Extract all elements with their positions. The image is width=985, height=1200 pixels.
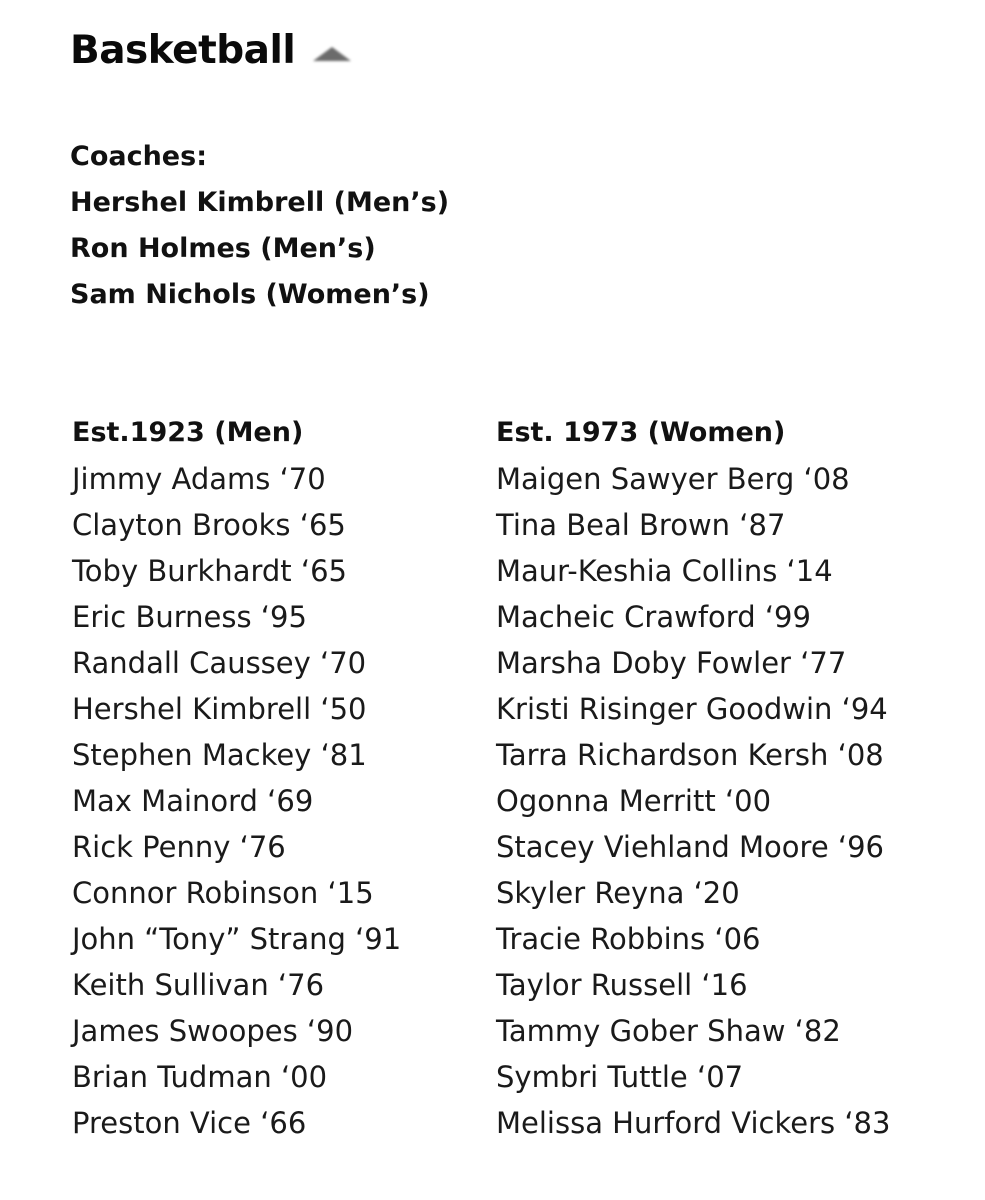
men-column [72,410,401,1146]
list-item: Maur-Keshia Collins ‘14 [496,554,833,588]
coach-name: Hershel Kimbrell (Men’s) [70,187,450,218]
list-item: Tracie Robbins ‘06 [496,922,761,956]
list-item: Preston Vice ‘66 [72,1106,307,1140]
list-item: Tina Beal Brown ‘87 [496,508,786,542]
list-item: Kristi Risinger Goodwin ‘94 [496,692,888,726]
list-item: Tammy Gober Shaw ‘82 [496,1014,841,1048]
women-list [496,456,890,1146]
list-item: Tarra Richardson Kersh ‘08 [496,738,884,772]
list-item: Toby Burkhardt ‘65 [72,554,347,588]
list-item: Randall Caussey ‘70 [72,646,367,680]
women-column-heading: Est. 1973 (Women) [496,417,786,448]
list-item: Skyler Reyna ‘20 [496,876,740,910]
list-item: Marsha Doby Fowler ‘77 [496,646,847,680]
section-title: Basketball [70,28,296,73]
men-column-heading: Est.1923 (Men) [72,417,304,448]
list-item: Connor Robinson ‘15 [72,876,374,910]
list-item: Jimmy Adams ‘70 [72,462,326,496]
section-header-toggle[interactable] [70,24,355,78]
coach-name: Sam Nichols (Women’s) [70,279,430,310]
list-item: Ogonna Merritt ‘00 [496,784,772,818]
list-item: Hershel Kimbrell ‘50 [72,692,367,726]
coaches-block [70,134,449,318]
list-item: Taylor Russell ‘16 [496,968,748,1002]
list-item: Maigen Sawyer Berg ‘08 [496,462,850,496]
list-item: Eric Burness ‘95 [72,600,307,634]
list-item: John “Tony” Strang ‘91 [72,922,402,956]
list-item: Clayton Brooks ‘65 [72,508,346,542]
list-item: Symbri Tuttle ‘07 [496,1060,744,1094]
list-item: Stacey Viehland Moore ‘96 [496,830,885,864]
list-item: Max Mainord ‘69 [72,784,314,818]
caret-up-icon[interactable] [309,43,355,65]
coach-name: Ron Holmes (Men’s) [70,233,376,264]
list-item: Rick Penny ‘76 [72,830,286,864]
list-item: Keith Sullivan ‘76 [72,968,325,1002]
coaches-label: Coaches: [70,141,207,172]
list-item: Melissa Hurford Vickers ‘83 [496,1106,891,1140]
men-list [72,456,401,1146]
list-item: Macheic Crawford ‘99 [496,600,811,634]
list-item: Stephen Mackey ‘81 [72,738,367,772]
women-column [496,410,890,1146]
list-item: Brian Tudman ‘00 [72,1060,328,1094]
list-item: James Swoopes ‘90 [72,1014,354,1048]
